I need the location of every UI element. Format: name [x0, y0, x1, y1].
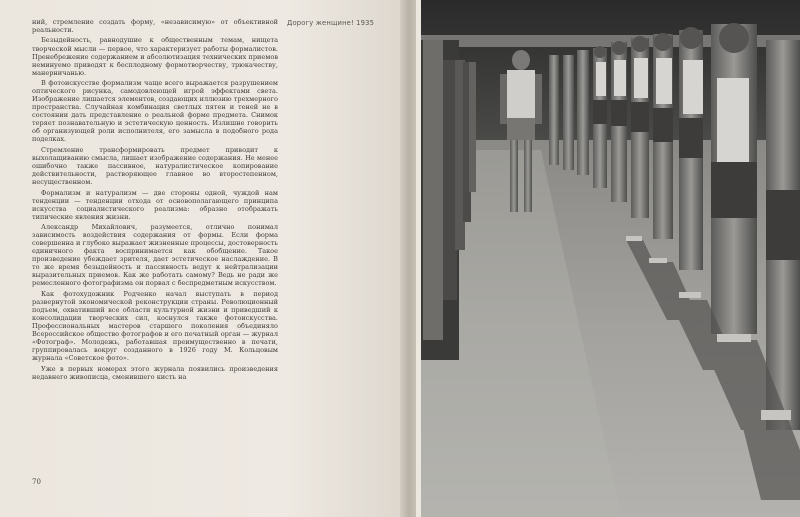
- page-number: 70: [32, 478, 41, 486]
- photograph-sportsmen-lineup: [421, 0, 800, 517]
- paragraph: Безыдейность, равнодушие к общественным темам, нищета творческой мысли — первое, что характеризует работы формалистов. Пренебрежение содержанием и абсолютизация технических приемов неминуемо приводят к бесплодному формотворчеству, трюкачеству, манерничанью.: [32, 36, 278, 77]
- paragraph: Стремление трансформировать предмет приводит к выхолащиванию смысла, лишает изображение содержания. Не менее ошибочно также пассивное, натуралистическое копирование действительности, растворяющее главное во второстепенном, несущественном.: [32, 145, 278, 187]
- paragraph: Александр Михайлович, разумеется, отлично понимал зависимость воздействия содержания от формы. Если форма совершенна и глубоко выражает жизненные процессы, достоверность единичного факта воспринимается как обобщение. Такое произведение убеждает зрителя, дает эстетическое наслаждение. В то же время безыдейность и пассивность ведут к нейтрализации выразительных приемов. Как же работать самому? Ведь не ради же ремесленного фотографизма он порвал с беспредметным искусством.: [32, 223, 278, 288]
- photo-caption: Дорогу женщине! 1935: [287, 19, 375, 27]
- body-text: [32, 18, 278, 383]
- paragraph: Формализм и натурализм — две стороны одной, чуждой нам тенденции — тенденции отхода от основополагающего принципа искусства социалистического реализма: образно отображать типические явления жизни.: [32, 188, 278, 221]
- paragraph: ний, стремление создать форму, «независимую» от объективной реальности.: [32, 18, 278, 35]
- paragraph: Как фотохудожник Родченко начал выступать в период развернутой экономической реконструкции страны. Революционный подъем, охвативший все области культурной жизни и приведший к консолидации творческих сил, коснулся также фотоискусства. Профессиональных мастеров старшего поколения объединяло Всероссийское общество фотографов и его печатный орган — журнал «Фотограф». Молодежь, работавшая преимущественно в печати, группировалась вокруг созданного в 1926 году М. Кольцовым журнала «Советское фото».: [32, 289, 278, 363]
- paragraph: Уже в первых номерах этого журнала появились произведения недавнего живописца, сменившего кисть на: [32, 364, 278, 381]
- photo-image: [421, 0, 800, 517]
- paragraph: В фотоискусстве формализм чаще всего выражается разрушением оптического рисунка, самодовлеющей игрой эффектами света. Изображение лишается элементов, создающих иллюзию трехмерного пространства. Случайная комбинация светлых пятен и теней не в состоянии дать представление о реальной форме предмета. Снимок теряет познавательную и эстетическую ценность. Излишне говорить об организующей роли исполнителя, его замысла в подобного рода поделках.: [32, 79, 278, 144]
